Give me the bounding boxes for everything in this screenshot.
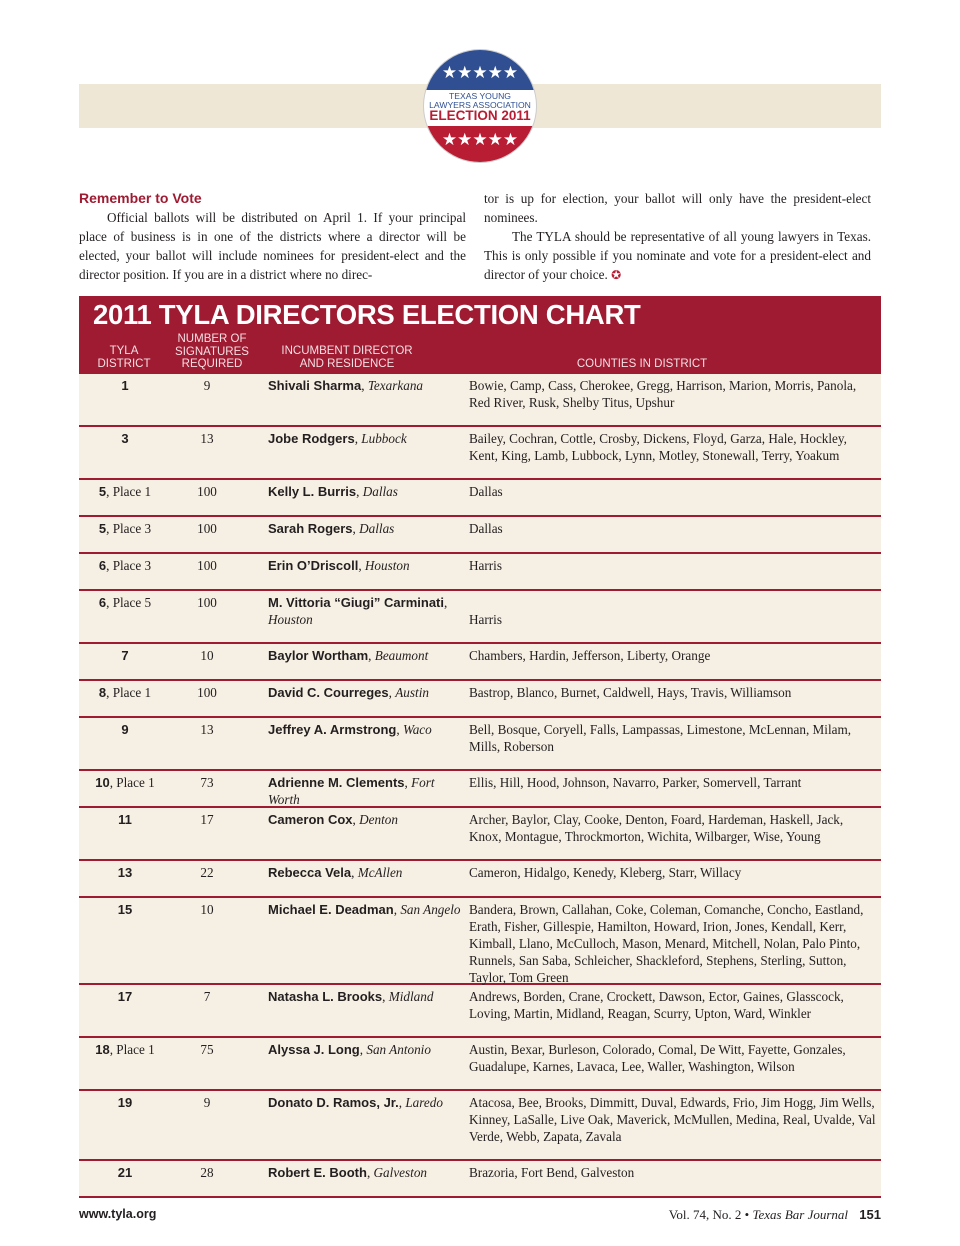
incumbent-residence: San Angelo	[400, 902, 461, 917]
table-row	[79, 517, 881, 554]
district-cell	[79, 811, 171, 828]
table-row	[79, 644, 881, 681]
counties-cell: Bailey, Cochran, Cottle, Crosby, Dickens, Floyd, Garza, Hale, Hockley, Kent, King, Lamb, Lubbock, Lynn, Motley, Stonewall, Terry, Yoakum	[469, 431, 847, 463]
table-row	[79, 681, 881, 718]
signatures-cell: 73	[200, 775, 214, 790]
district-number: 15	[117, 902, 133, 917]
incumbent-name: M. Vittoria “Giugi” Carminati	[268, 595, 445, 610]
incumbent-residence: Houston	[268, 612, 313, 627]
table-row	[79, 591, 881, 644]
incumbent-name: Donato D. Ramos, Jr.	[268, 1095, 399, 1110]
district-number: 17	[117, 989, 133, 1004]
district-number: 7	[121, 648, 129, 663]
signatures-cell: 28	[200, 1165, 214, 1180]
incumbent-cell: Robert E. Booth, Galveston	[268, 1165, 428, 1180]
footer-page-number: 151	[859, 1207, 881, 1222]
counties-cell: Dallas	[469, 484, 503, 499]
table-row	[79, 985, 881, 1038]
incumbent-name: Jobe Rodgers	[268, 431, 355, 446]
incumbent-residence: Midland	[388, 989, 434, 1004]
incumbent-residence: Austin	[395, 685, 429, 700]
district-place: , Place 1	[106, 484, 152, 499]
intro-column-right	[484, 189, 871, 285]
incumbent-name: Kelly L. Burris	[268, 484, 357, 499]
incumbent-cell: Alyssa J. Long, San Antonio	[268, 1042, 431, 1057]
election-chart	[79, 296, 881, 1198]
incumbent-residence: Texarkana	[367, 378, 424, 393]
signatures-cell: 75	[200, 1042, 214, 1057]
signatures-cell: 22	[200, 865, 214, 880]
district-cell	[79, 430, 171, 447]
counties-cell: Atacosa, Bee, Brooks, Dimmitt, Duval, Edwards, Frio, Jim Hogg, Jim Wells, Kinney, LaSalle, Live Oak, Maverick, McMullen, Medina, Real, Uvalde, Val Verde, Webb, Zapata, Zavala	[469, 1095, 876, 1144]
intro-paragraph-1: Official ballots will be distributed on April 1. If your principal place of business is in one of the districts where a director will be elected, your ballot will include nominees for president-elect and the director position. If you are in a district where no direc-	[79, 210, 466, 282]
district-number: 8	[98, 685, 107, 700]
counties-cell: Bell, Bosque, Coryell, Falls, Lampassas, Limestone, McLennan, Milam, Mills, Roberson	[469, 722, 852, 754]
counties-cell: Ellis, Hill, Hood, Johnson, Navarro, Parker, Somervell, Tarrant	[469, 775, 802, 790]
incumbent-cell: Shivali Sharma, Texarkana	[268, 378, 424, 393]
incumbent-residence: Dallas	[362, 484, 398, 499]
district-cell	[79, 1094, 171, 1111]
signatures-cell: 100	[197, 521, 217, 536]
signatures-cell: 10	[200, 648, 214, 663]
incumbent-name: Cameron Cox	[268, 812, 353, 827]
incumbent-residence: Laredo	[405, 1095, 443, 1110]
counties-cell: Cameron, Hidalgo, Kenedy, Kleberg, Starr, Willacy	[469, 865, 742, 880]
badge-line-1: TEXAS YOUNG	[449, 91, 511, 101]
district-cell	[79, 721, 171, 738]
district-cell	[79, 520, 171, 537]
district-cell	[79, 377, 171, 394]
table-row	[79, 374, 881, 427]
intro-paragraph-3-text: The TYLA should be representative of all young lawyers in Texas. This is only possible if you nominate and vote for a president-elect and director of your choice.	[484, 229, 871, 282]
signatures-cell: 17	[200, 812, 214, 827]
intro-paragraph-2: tor is up for election, your ballot will only have the president-elect nominees.	[484, 191, 871, 225]
signatures-cell: 100	[197, 685, 217, 700]
signatures-cell: 100	[197, 595, 217, 610]
counties-cell: Chambers, Hardin, Jefferson, Liberty, Orange	[469, 648, 711, 663]
district-number: 3	[121, 431, 129, 446]
incumbent-name: Erin O’Driscoll	[268, 558, 359, 573]
incumbent-cell: Sarah Rogers, Dallas	[268, 521, 395, 536]
chart-header	[79, 296, 881, 374]
district-number: 6	[98, 595, 107, 610]
district-place: , Place 1	[109, 1042, 155, 1057]
incumbent-name: Robert E. Booth	[268, 1165, 367, 1180]
table-row	[79, 1091, 881, 1161]
district-place: , Place 3	[106, 558, 152, 573]
district-place: , Place 1	[109, 775, 155, 790]
counties-cell: Austin, Bexar, Burleson, Colorado, Comal, De Witt, Fayette, Gonzales, Guadalupe, Karnes, Lavaca, Lee, Waller, Washington, Wilson	[469, 1042, 846, 1074]
incumbent-name: Adrienne M. Clements	[268, 775, 405, 790]
chart-title: 2011 TYLA DIRECTORS ELECTION CHART	[93, 299, 641, 330]
column-header-counties: COUNTIES IN DISTRICT	[576, 358, 708, 370]
district-cell	[79, 988, 171, 1005]
incumbent-cell: Adrienne M. Clements, Fort Worth	[268, 775, 435, 807]
signatures-cell: 9	[203, 1095, 211, 1110]
incumbent-name: Michael E. Deadman	[268, 902, 394, 917]
district-cell	[79, 684, 171, 701]
incumbent-name: Rebecca Vela	[268, 865, 352, 880]
counties-cell: Harris	[469, 612, 502, 627]
badge-stars-bottom-icon: ★★★★★	[441, 130, 519, 150]
signatures-cell: 100	[197, 558, 217, 573]
intro-heading: Remember to Vote	[79, 190, 202, 206]
counties-cell: Archer, Baylor, Clay, Cooke, Denton, Foard, Hardeman, Haskell, Jack, Knox, Montague, Throckmorton, Wichita, Wilbarger, Wise, Young	[469, 812, 844, 844]
incumbent-name: Natasha L. Brooks	[268, 989, 383, 1004]
district-cell	[79, 483, 171, 500]
incumbent-name: Jeffrey A. Armstrong	[268, 722, 397, 737]
district-number: 21	[117, 1165, 133, 1180]
incumbent-cell: Cameron Cox, Denton	[268, 812, 398, 827]
incumbent-cell: Natasha L. Brooks, Midland	[268, 989, 434, 1004]
district-number: 5	[98, 521, 107, 536]
column-header-district: TYLA DISTRICT	[97, 345, 151, 370]
footer-journal: Texas Bar Journal	[752, 1207, 849, 1222]
table-row	[79, 554, 881, 591]
district-cell	[79, 774, 171, 791]
table-row	[79, 898, 881, 985]
incumbent-residence: Beaumont	[374, 648, 429, 663]
district-cell	[79, 557, 171, 574]
column-header-signatures: NUMBER OF SIGNATURES REQUIRED	[175, 333, 249, 370]
signatures-cell: 13	[200, 431, 214, 446]
district-place: , Place 1	[106, 685, 152, 700]
column-header-incumbent: INCUMBENT DIRECTOR AND RESIDENCE	[281, 345, 413, 370]
incumbent-residence: Denton	[359, 812, 398, 827]
counties-cell: Dallas	[469, 521, 503, 536]
district-cell	[79, 901, 171, 918]
counties-cell: Harris	[469, 558, 502, 573]
counties-cell: Bastrop, Blanco, Burnet, Caldwell, Hays, Travis, Williamson	[469, 685, 792, 700]
signatures-cell: 9	[203, 378, 211, 393]
incumbent-residence: Fort Worth	[268, 775, 435, 807]
district-number: 18	[95, 1042, 110, 1057]
signatures-cell: 7	[203, 989, 211, 1004]
badge-line-3: ELECTION 2011	[429, 108, 531, 123]
incumbent-name: Alyssa J. Long	[268, 1042, 360, 1057]
table-row	[79, 808, 881, 861]
incumbent-residence: Waco	[402, 722, 432, 737]
counties-cell: Andrews, Borden, Crane, Crockett, Dawson, Ector, Gaines, Glasscock, Loving, Martin, Midland, Reagan, Scurry, Upton, Ward, Winkler	[469, 989, 844, 1021]
table-row	[79, 771, 881, 808]
footer-citation	[669, 1207, 881, 1223]
counties-cell: Bandera, Brown, Callahan, Coke, Coleman, Comanche, Concho, Eastland, Erath, Fisher, Gillespie, Hamilton, Howard, Irion, Jones, Kendall, Kerr, Kimball, Llano, McCulloch, Mason, Menard, Mitchell, Nolan, Palo Pinto, Runnels, San Saba, Schleicher, Shackleford, Stephens, Sterling, Sutton, Taylor, Tom Green	[469, 902, 864, 985]
incumbent-residence: San Antonio	[366, 1042, 431, 1057]
intro-column-left	[79, 189, 466, 284]
district-cell	[79, 647, 171, 664]
signatures-cell: 13	[200, 722, 214, 737]
incumbent-residence: Galveston	[373, 1165, 428, 1180]
district-number: 11	[118, 812, 132, 827]
district-number: 6	[98, 558, 107, 573]
incumbent-name: David C. Courreges	[268, 685, 389, 700]
counties-cell: Bowie, Camp, Cass, Cherokee, Gregg, Harrison, Marion, Morris, Panola, Red River, Rusk, Shelby Titus, Upshur	[469, 378, 857, 410]
district-place: , Place 5	[106, 595, 152, 610]
incumbent-cell: Baylor Wortham, Beaumont	[268, 648, 429, 663]
table-row	[79, 861, 881, 898]
end-mark-icon: ✪	[611, 268, 622, 282]
district-cell	[79, 594, 171, 611]
signatures-cell: 100	[197, 484, 217, 499]
chart-rows	[79, 374, 881, 1198]
incumbent-cell: Jeffrey A. Armstrong, Waco	[268, 722, 432, 737]
incumbent-cell: Michael E. Deadman, San Angelo	[268, 902, 461, 917]
table-row	[79, 480, 881, 517]
district-place: , Place 3	[106, 521, 152, 536]
district-number: 5	[98, 484, 107, 499]
incumbent-cell: Jobe Rodgers, Lubbock	[268, 431, 407, 446]
incumbent-cell: Donato D. Ramos, Jr., Laredo	[268, 1095, 443, 1110]
district-number: 19	[117, 1095, 133, 1110]
district-number: 9	[121, 722, 129, 737]
signatures-cell: 10	[200, 902, 214, 917]
incumbent-cell: David C. Courreges, Austin	[268, 685, 429, 700]
election-badge-logo	[424, 50, 536, 162]
incumbent-cell: M. Vittoria “Giugi” Carminati, Houston	[268, 595, 448, 627]
district-cell	[79, 1041, 171, 1058]
incumbent-cell: Rebecca Vela, McAllen	[268, 865, 403, 880]
district-cell	[79, 864, 171, 881]
table-row	[79, 1161, 881, 1198]
incumbent-residence: Dallas	[359, 521, 395, 536]
table-row	[79, 718, 881, 771]
incumbent-cell: Kelly L. Burris, Dallas	[268, 484, 398, 499]
incumbent-name: Sarah Rogers	[268, 521, 353, 536]
table-row	[79, 427, 881, 480]
intro-paragraph-3	[484, 227, 871, 285]
footer-volume: Vol. 74, No. 2 •	[668, 1207, 750, 1222]
district-number: 1	[121, 378, 129, 393]
badge-stars-top-icon: ★★★★★	[441, 63, 519, 83]
badge-line-2: LAWYERS ASSOCIATION	[429, 100, 531, 110]
district-cell	[79, 1164, 171, 1181]
incumbent-cell: Erin O’Driscoll, Houston	[268, 558, 410, 573]
incumbent-residence: Lubbock	[361, 431, 407, 446]
incumbent-name: Shivali Sharma	[268, 378, 362, 393]
incumbent-residence: McAllen	[357, 865, 403, 880]
counties-cell: Brazoria, Fort Bend, Galveston	[469, 1165, 635, 1180]
district-number: 13	[117, 865, 133, 880]
incumbent-residence: Houston	[364, 558, 410, 573]
district-number: 10	[95, 775, 110, 790]
footer-url: www.tyla.org	[79, 1207, 157, 1221]
incumbent-name: Baylor Wortham	[268, 648, 369, 663]
table-row	[79, 1038, 881, 1091]
